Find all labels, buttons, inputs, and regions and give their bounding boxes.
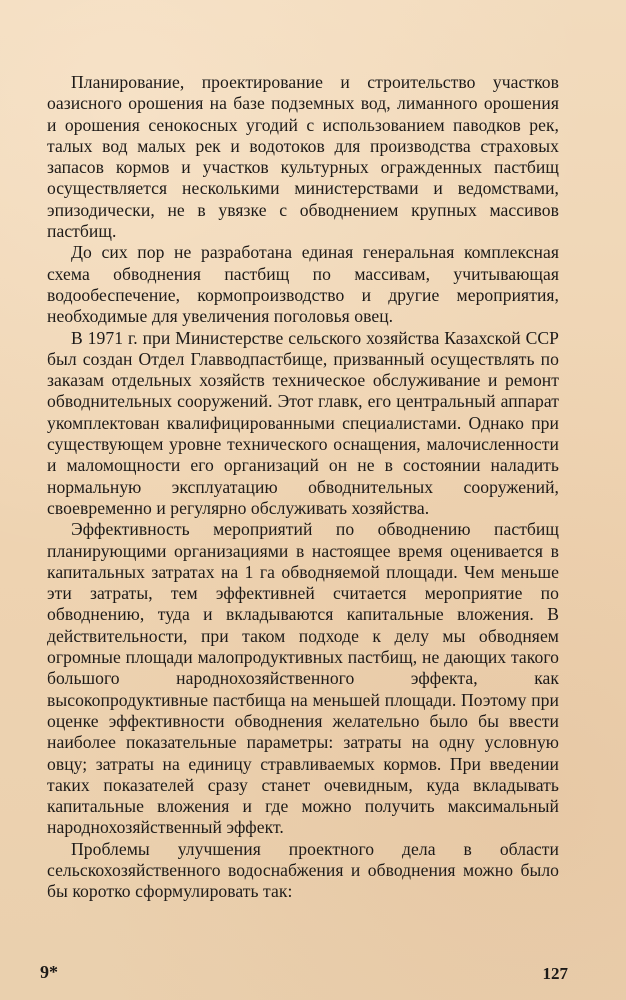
paragraph-3: В 1971 г. при Министерстве сельского хозяйства Казахской ССР был создан Отдел Главводпастбище, призванный осуществлять по заказам отдельных хозяйств техническое обслуживание и ремонт обводнительных сооружений. Этот главк, его центральный аппарат укомплектован квалифицированными специалистами. Однако при существующем уровне технического оснащения, малочисленности и маломощности его организаций он не в состоянии наладить нормальную эксплуатацию обводнительных сооружений, своевременно и регулярно обслуживать хозяйства. [47, 327, 559, 518]
paragraph-1: Планирование, проектирование и строительство участков оазисного орошения на базе подземных вод, лиманного орошения и орошения сенокосных угодий с использованием паводков рек, талых вод малых рек и водотоков для производства страховых запасов кормов и участков культурных огражденных пастбищ осуществляется несколькими министерствами и ведомствами, эпизодически, не в увязке с обводнением крупных массивов пастбищ. [47, 72, 559, 242]
signature-mark: 9* [40, 962, 58, 982]
paragraph-5: Проблемы улучшения проектного дела в области сельскохозяйственного водоснабжения и обводнения можно было бы коротко сформулировать так: [47, 838, 559, 902]
paragraph-4: Эффективность мероприятий по обводнению пастбищ планирующими организациями в настоящее время оценивается в капитальных затратах на 1 га обводняемой площади. Чем меньше эти затраты, тем эффективней считается мероприятие по обводнению, туда и вкладываются капитальные вложения. В действительности, при таком подходе к делу мы обводняем огромные площади малопродуктивных пастбищ, не дающих такого большого народнохозяйственного эффекта, как высокопродуктивные пастбища на меньшей площади. Поэтому при оценке эффективности обводнения желательно было бы ввести наиболее показательные параметры: затраты на одну условную овцу; затраты на единицу стравливаемых кормов. При введении таких показателей сразу станет очевидным, куда вкладывать капитальные вложения и где можно получить максимальный народнохозяйственный эффект. [47, 519, 559, 838]
paragraph-2: До сих пор не разработана единая генеральная комплексная схема обводнения пастбищ по массивам, учитывающая водообеспечение, кормопроизводство и другие мероприятия, необходимые для увеличения поголовья овец. [47, 242, 559, 327]
page-number: 127 [542, 964, 568, 983]
body-text [47, 72, 559, 903]
